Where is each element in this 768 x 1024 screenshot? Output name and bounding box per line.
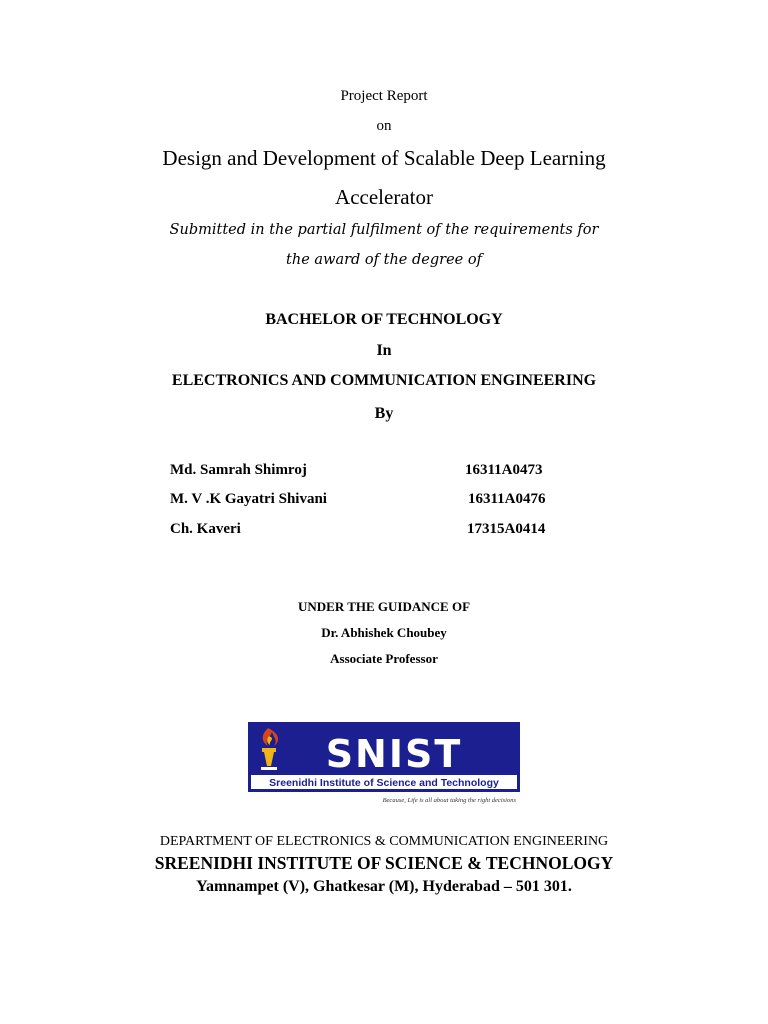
submission-line-2: the award of the degree of	[286, 252, 482, 268]
student-roll-1: 16311A0473	[465, 462, 543, 478]
logo-tagline: Because, Life is all about taking the right decisions	[382, 797, 516, 804]
logo-wordmark: SNIST	[325, 732, 463, 776]
student-name-2: M. V .K Gayatri Shivani	[170, 491, 327, 507]
guide-name: Dr. Abhishek Choubey	[321, 625, 447, 640]
logo-full-name: Sreenidhi Institute of Science and Technology	[269, 777, 499, 789]
submission-line-1: Submitted in the partial fulfilment of the requirements for	[169, 222, 599, 238]
student-roll-2: 16311A0476	[468, 491, 546, 507]
institute-logo	[248, 722, 520, 808]
student-name-3: Ch. Kaveri	[170, 521, 241, 537]
guide-designation: Associate Professor	[330, 651, 438, 666]
degree-in: In	[376, 342, 392, 359]
degree-branch: ELECTRONICS AND COMMUNICATION ENGINEERING	[171, 372, 597, 389]
institute-name: SREENIDHI INSTITUTE OF SCIENCE & TECHNOLOGY	[154, 853, 614, 873]
student-roll-3: 17315A0414	[467, 521, 546, 537]
guidance-heading: UNDER THE GUIDANCE OF	[297, 599, 471, 614]
student-name-1: Md. Samrah Shimroj	[170, 462, 307, 478]
report-type: Project Report	[340, 88, 428, 104]
project-title-line-1: Design and Development of Scalable Deep Learning	[162, 146, 606, 170]
department-name: DEPARTMENT OF ELECTRONICS & COMMUNICATION ENGINEERING	[159, 834, 609, 849]
degree-by: By	[374, 405, 394, 422]
project-title-line-2: Accelerator	[335, 185, 433, 209]
degree-name: BACHELOR OF TECHNOLOGY	[265, 311, 503, 328]
institute-address: Yamnampet (V), Ghatkesar (M), Hyderabad – 501 301.	[196, 878, 572, 895]
report-on: on	[376, 118, 392, 134]
